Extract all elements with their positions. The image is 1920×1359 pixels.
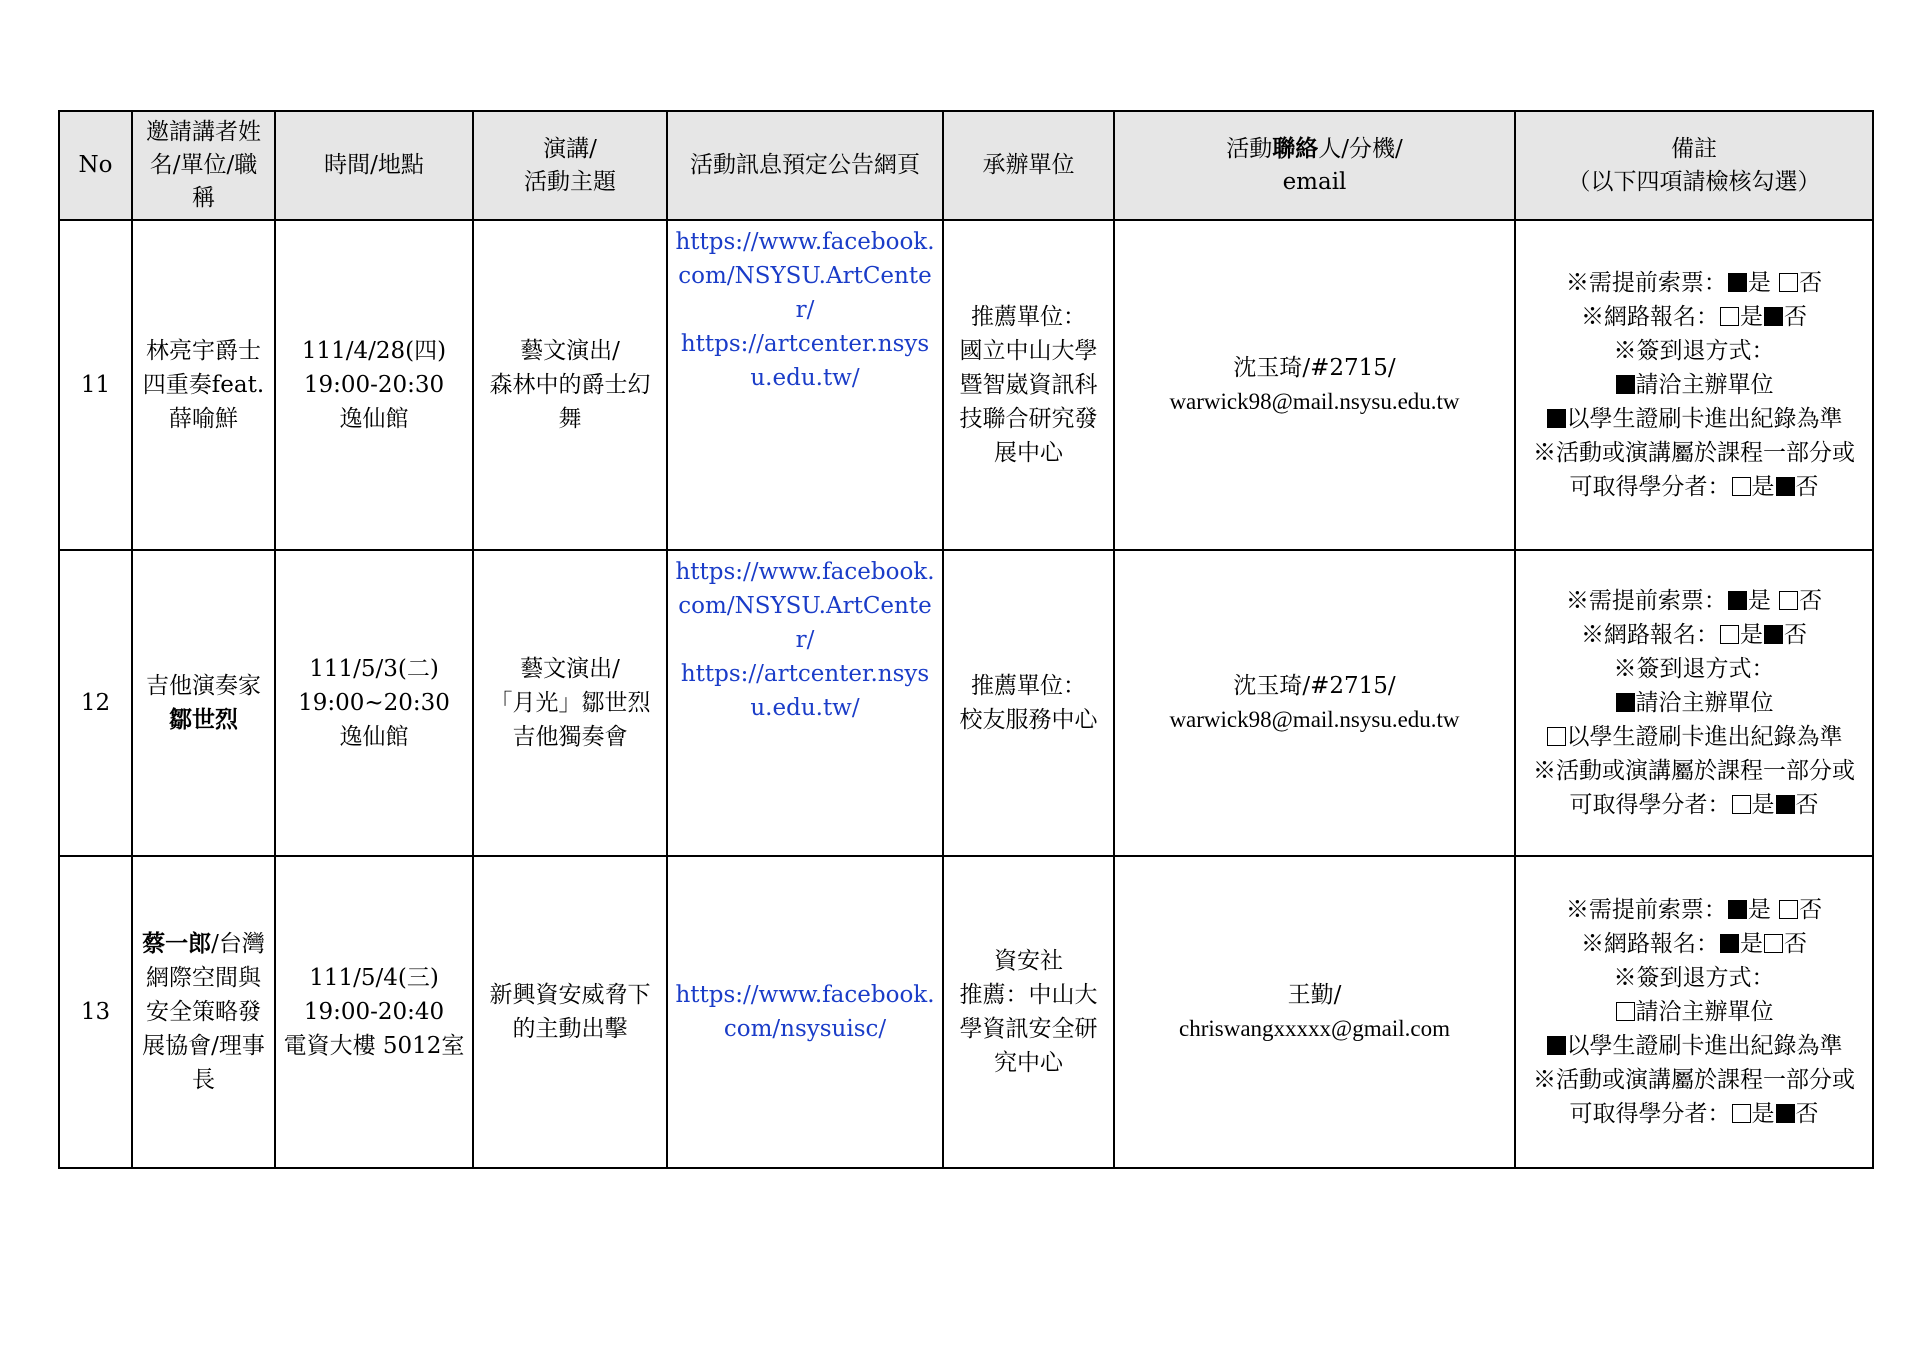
yes-label: 是 (1740, 622, 1763, 648)
sign-card-label: 以學生證刷卡進出紀錄為準 (1566, 724, 1843, 750)
ticket-no-checkbox[interactable] (1779, 900, 1798, 919)
event-place: 逸仙館 (339, 724, 409, 750)
speaker-cell (132, 856, 275, 1168)
webpage-cell (667, 550, 943, 856)
webpage-cell (667, 856, 943, 1168)
ticket-yes-checkbox[interactable] (1728, 273, 1747, 292)
notes-cell (1515, 856, 1873, 1168)
header-webpage: 活動訊息預定公告網頁 (667, 111, 943, 220)
topic-type: 藝文演出/ (520, 656, 620, 682)
header-speaker: 邀請講者姓名/單位/職稱 (132, 111, 275, 220)
sign-line: ※簽到退方式： (1613, 965, 1775, 991)
credit-no-checkbox[interactable] (1776, 795, 1795, 814)
header-contact (1114, 111, 1515, 220)
organizer-label: 推薦單位： (971, 673, 1086, 699)
ticket-label: ※需提前索票： (1565, 897, 1727, 923)
event-date: 111/5/4(三) (309, 965, 439, 991)
topic-title: 「月光」鄒世烈吉他獨奏會 (489, 690, 651, 750)
online-no-checkbox[interactable] (1764, 934, 1783, 953)
event-time: 19:00-20:30 (303, 372, 445, 398)
organizer-name: 校友服務中心 (959, 707, 1098, 733)
sign-organizer-line (1522, 686, 1866, 720)
sign-line: ※簽到退方式： (1613, 656, 1775, 682)
contact-email[interactable]: warwick98@mail.nsysu.edu.tw (1169, 707, 1460, 732)
credit-no-checkbox[interactable] (1776, 1104, 1795, 1123)
table-row (59, 550, 1873, 856)
sign-organizer-checkbox[interactable] (1616, 1002, 1635, 1021)
facebook-link[interactable]: https://www.facebook.com/NSYSU.ArtCenter/ (675, 559, 935, 653)
header-no: No (59, 111, 132, 220)
sign-card-line (1522, 1029, 1866, 1063)
credit-yes-checkbox[interactable] (1732, 1104, 1751, 1123)
header-notes (1515, 111, 1873, 220)
row-number: 12 (59, 550, 132, 856)
header-topic-line1: 演講/ (543, 135, 597, 162)
contact-cell (1114, 550, 1515, 856)
speaker-name: 蔡一郎 (142, 930, 212, 957)
facebook-link[interactable]: https://www.facebook.com/nsysuisc/ (675, 982, 935, 1042)
speaker-affiliation: /台灣網際空間與安全策略發展協會/理事長 (142, 931, 265, 1093)
website-link[interactable]: https://artcenter.nsysu.edu.tw/ (680, 661, 930, 721)
header-contact-a: 活動 (1226, 136, 1273, 162)
credit-label: ※活動或演講屬於課程一部分或可取得學分者： (1533, 1067, 1855, 1127)
contact-email[interactable]: warwick98@mail.nsysu.edu.tw (1169, 389, 1460, 414)
credit-yes-checkbox[interactable] (1732, 795, 1751, 814)
online-line (1522, 618, 1866, 652)
online-yes-checkbox[interactable] (1720, 307, 1739, 326)
website-link[interactable]: https://artcenter.nsysu.edu.tw/ (680, 331, 930, 391)
organizer-cell (943, 220, 1114, 550)
contact-name: 沈玉琦/#2715/ (1233, 355, 1396, 381)
ticket-no-checkbox[interactable] (1779, 273, 1798, 292)
sign-card-checkbox[interactable] (1547, 1036, 1566, 1055)
topic-type: 藝文演出/ (520, 338, 620, 364)
yes-label: 是 (1747, 588, 1771, 614)
organizer-club: 資安社 (994, 948, 1063, 974)
speaker-title: 吉他演奏家 (146, 673, 261, 699)
sign-line: ※簽到退方式： (1613, 338, 1775, 364)
organizer-cell (943, 856, 1114, 1168)
header-notes-title: 備註 (1671, 135, 1717, 162)
yes-label: 是 (1751, 1101, 1775, 1127)
online-label: ※網路報名： (1581, 622, 1719, 648)
event-place: 電資大樓 5012室 (283, 1033, 465, 1059)
no-label: 否 (1799, 270, 1823, 296)
event-date: 111/4/28(四) (301, 338, 447, 364)
ticket-yes-checkbox[interactable] (1728, 591, 1747, 610)
notes-cell (1515, 220, 1873, 550)
online-no-checkbox[interactable] (1764, 625, 1783, 644)
no-label: 否 (1795, 474, 1819, 500)
sign-organizer-line (1522, 995, 1866, 1029)
sign-card-label: 以學生證刷卡進出紀錄為準 (1566, 1033, 1843, 1059)
credit-yes-checkbox[interactable] (1732, 477, 1751, 496)
ticket-label: ※需提前索票： (1565, 588, 1727, 614)
facebook-link[interactable]: https://www.facebook.com/NSYSU.ArtCenter/ (675, 229, 935, 323)
event-place: 逸仙館 (339, 406, 409, 432)
header-organizer: 承辦單位 (943, 111, 1114, 220)
speaker-cell (132, 550, 275, 856)
header-contact-c: 人/分機/ (1318, 136, 1403, 162)
sign-organizer-checkbox[interactable] (1616, 375, 1635, 394)
time-place-cell (275, 856, 473, 1168)
event-time: 19:00~20:30 (298, 690, 450, 716)
table-row (59, 220, 1873, 550)
header-contact-b: 聯絡 (1272, 135, 1319, 162)
online-no-checkbox[interactable] (1764, 307, 1783, 326)
credit-label: ※活動或演講屬於課程一部分或可取得學分者： (1533, 758, 1855, 818)
credit-label: ※活動或演講屬於課程一部分或可取得學分者： (1533, 440, 1855, 500)
sign-card-checkbox[interactable] (1547, 727, 1566, 746)
yes-label: 是 (1751, 474, 1775, 500)
time-place-cell (275, 220, 473, 550)
sign-card-line (1522, 720, 1866, 754)
header-contact-email: email (1282, 169, 1347, 195)
ticket-line (1522, 266, 1866, 300)
yes-label: 是 (1751, 792, 1775, 818)
online-line (1522, 927, 1866, 961)
topic-cell: 新興資安威脅下的主動出擊 (473, 856, 667, 1168)
online-yes-checkbox[interactable] (1720, 934, 1739, 953)
no-label: 否 (1784, 622, 1807, 648)
topic-cell (473, 550, 667, 856)
credit-line (1522, 754, 1866, 822)
online-line (1522, 300, 1866, 334)
webpage-cell (667, 220, 943, 550)
no-label: 否 (1795, 1101, 1819, 1127)
table-row (59, 856, 1873, 1168)
ticket-line (1522, 584, 1866, 618)
header-notes-subtitle: （以下四項請檢核勾選） (1567, 168, 1821, 195)
events-table (58, 110, 1874, 1169)
no-label: 否 (1799, 897, 1823, 923)
event-time: 19:00-20:40 (303, 999, 445, 1025)
sign-card-line (1522, 402, 1866, 436)
sign-organizer-label: 請洽主辦單位 (1635, 999, 1774, 1025)
contact-cell (1114, 856, 1515, 1168)
contact-name: 王勤/ (1287, 982, 1342, 1008)
online-label: ※網路報名： (1581, 304, 1719, 330)
organizer-label: 推薦單位： (971, 304, 1086, 330)
ticket-label: ※需提前索票： (1565, 270, 1727, 296)
no-label: 否 (1795, 792, 1819, 818)
organizer-cell (943, 550, 1114, 856)
credit-line (1522, 1063, 1866, 1131)
online-label: ※網路報名： (1581, 931, 1719, 957)
yes-label: 是 (1747, 897, 1771, 923)
no-label: 否 (1784, 304, 1807, 330)
ticket-yes-checkbox[interactable] (1728, 900, 1747, 919)
online-yes-checkbox[interactable] (1720, 625, 1739, 644)
contact-name: 沈玉琦/#2715/ (1233, 673, 1396, 699)
header-topic-line2: 活動主題 (524, 168, 616, 195)
ticket-line (1522, 893, 1866, 927)
sign-organizer-line (1522, 368, 1866, 402)
header-topic (473, 111, 667, 220)
sign-card-label: 以學生證刷卡進出紀錄為準 (1566, 406, 1843, 432)
sign-organizer-label: 請洽主辦單位 (1635, 690, 1774, 716)
sign-card-checkbox[interactable] (1547, 409, 1566, 428)
topic-cell (473, 220, 667, 550)
event-date: 111/5/3(二) (309, 656, 439, 682)
no-label: 否 (1784, 931, 1807, 957)
sign-organizer-checkbox[interactable] (1616, 693, 1635, 712)
credit-line (1522, 436, 1866, 504)
organizer-name: 推薦：中山大學資訊安全研究中心 (959, 982, 1098, 1076)
ticket-no-checkbox[interactable] (1779, 591, 1798, 610)
no-label: 否 (1799, 588, 1823, 614)
contact-cell (1114, 220, 1515, 550)
notes-cell (1515, 550, 1873, 856)
sign-organizer-label: 請洽主辦單位 (1635, 372, 1774, 398)
row-number: 11 (59, 220, 132, 550)
speaker-cell: 林亮宇爵士四重奏feat.薛喻鮮 (132, 220, 275, 550)
row-number: 13 (59, 856, 132, 1168)
contact-email[interactable]: chriswangxxxxx@gmail.com (1179, 1016, 1450, 1041)
credit-no-checkbox[interactable] (1776, 477, 1795, 496)
organizer-name: 國立中山大學暨智崴資訊科技聯合研究發展中心 (959, 338, 1098, 466)
header-row (59, 111, 1873, 220)
yes-label: 是 (1747, 270, 1771, 296)
topic-title: 森林中的爵士幻舞 (489, 372, 651, 432)
speaker-name: 鄒世烈 (169, 706, 238, 733)
yes-label: 是 (1740, 304, 1763, 330)
header-time-place: 時間/地點 (275, 111, 473, 220)
yes-label: 是 (1740, 931, 1763, 957)
time-place-cell (275, 550, 473, 856)
